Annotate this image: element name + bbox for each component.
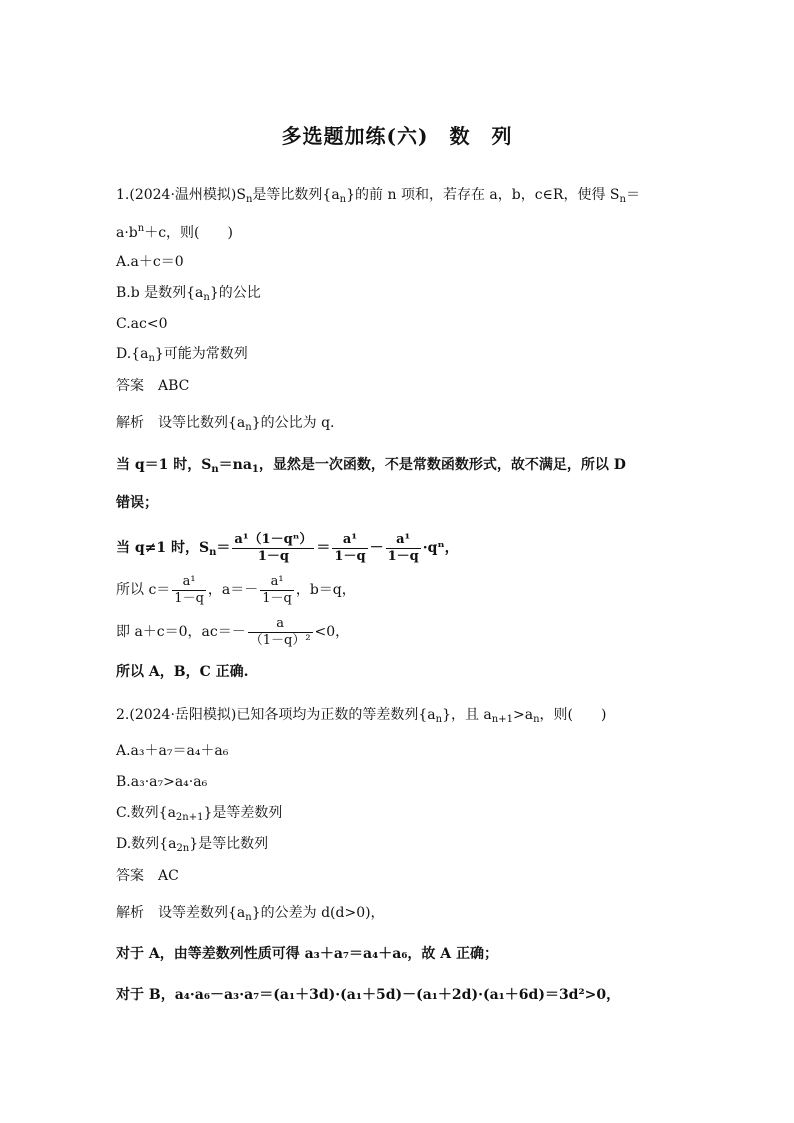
- answer-value: AC: [158, 868, 179, 884]
- q2-option-c: C.数列$\{a_{2n+1}\}$是等差数列: [116, 805, 283, 823]
- q2-analysis-line-1: 解析 设等差数列$\{a_n\}$的公差为 d(d>0)，: [116, 905, 385, 923]
- q1-answer: [116, 376, 686, 396]
- q1-analysis-line-1: 解析 设等比数列$\{a_n\}$的公比为 q.: [116, 415, 335, 433]
- q2-analysis-line-3: 对于 B，a₄·a₆－a₃·a₇＝(a₁＋3d)·(a₁＋5d)－(a₁＋2d)·(a₁＋6d)＝3d²>0，: [116, 987, 621, 1003]
- q1-analysis-line-2: 当 q＝1 时，$S_n=na_1$，显然是一次函数，不是常数函数形式，故不满足，所以 D: [116, 457, 626, 475]
- q1-analysis-line-7: 所以 A，B，C 正确.: [116, 664, 249, 680]
- q1-analysis-line-6: 即 a＋c＝0，ac＝－ $\frac{a}{\text{（1－q）²}}$ <0，: [116, 615, 350, 648]
- page-title: 多选题加练(六) 数 列: [281, 124, 513, 148]
- q2-option-b: B.a₃·a₇>a₄·a₆: [116, 774, 208, 790]
- analysis-label: 解析: [116, 905, 144, 921]
- q1-stem-line-2: $a\cdot b^n+c$，则( ): [116, 223, 233, 241]
- q1-option-b: B.b 是数列$\{a_n\}$的公比: [116, 285, 261, 303]
- fraction: $\frac{\text{a¹}}{1-q}$: [262, 573, 292, 606]
- q1-stem-line-1: 1.(2024·温州模拟)$S_n$是等比数列$\{a_n\}$的前 n 项和，若存在 a，b，c∈R，使得 $S_n=$: [116, 187, 640, 205]
- fraction: $\frac{\text{a¹}}{1-q}$: [387, 531, 419, 564]
- fraction: $\frac{\text{a¹}}{1-q}$: [334, 531, 366, 564]
- q2-option-a: A.a₃＋a₇＝a₄＋a₆: [116, 743, 229, 759]
- q2-answer: [116, 866, 686, 886]
- q1-option-d: $D.\{a_n\}$可能为常数列: [116, 346, 248, 364]
- q1-analysis-line-5: 所以 c＝ $\frac{\text{a¹}}{1-q}$ ，a＝－ $\frac{\text{a¹}}{1-q}$ ，b＝q，: [116, 573, 356, 606]
- fraction: $\frac{\text{a¹}}{1-q}$: [174, 573, 204, 606]
- q2-option-d: D.数列$\{a_{2n}\}$是等比数列: [116, 836, 269, 854]
- q1-analysis-line-4: 当 q≠1 时，$S_n=$ $\frac{\text{a¹（1－qⁿ）}}{1-q}$ ＝ $\frac{\text{a¹}}{1-q}$ － $\frac{\text{a¹}}{1-q}$ ·qⁿ，: [116, 531, 459, 564]
- fraction: $\frac{\text{a¹（1－qⁿ）}}{1-q}$: [234, 531, 313, 564]
- q2-stem: 2.(2024·岳阳模拟)已知各项均为正数的等差数列$\{a_n\}$，且 $a_{n+1}>a_n$，则( ): [116, 707, 607, 725]
- q1-option-a: A.a＋c＝0: [116, 254, 184, 270]
- answer-value: ABC: [158, 378, 190, 394]
- analysis-label: 解析: [116, 415, 144, 431]
- answer-label: 答案: [116, 378, 144, 394]
- q2-analysis-line-2: 对于 A，由等差数列性质可得 a₃＋a₇＝a₄＋a₆，故 A 正确；: [116, 946, 499, 962]
- q1-analysis-line-3: 错误；: [116, 495, 158, 511]
- answer-label: 答案: [116, 868, 144, 884]
- q1-option-c: C.ac<0: [116, 316, 168, 332]
- fraction: $\frac{a}{\text{（1－q）²}}$: [249, 615, 311, 648]
